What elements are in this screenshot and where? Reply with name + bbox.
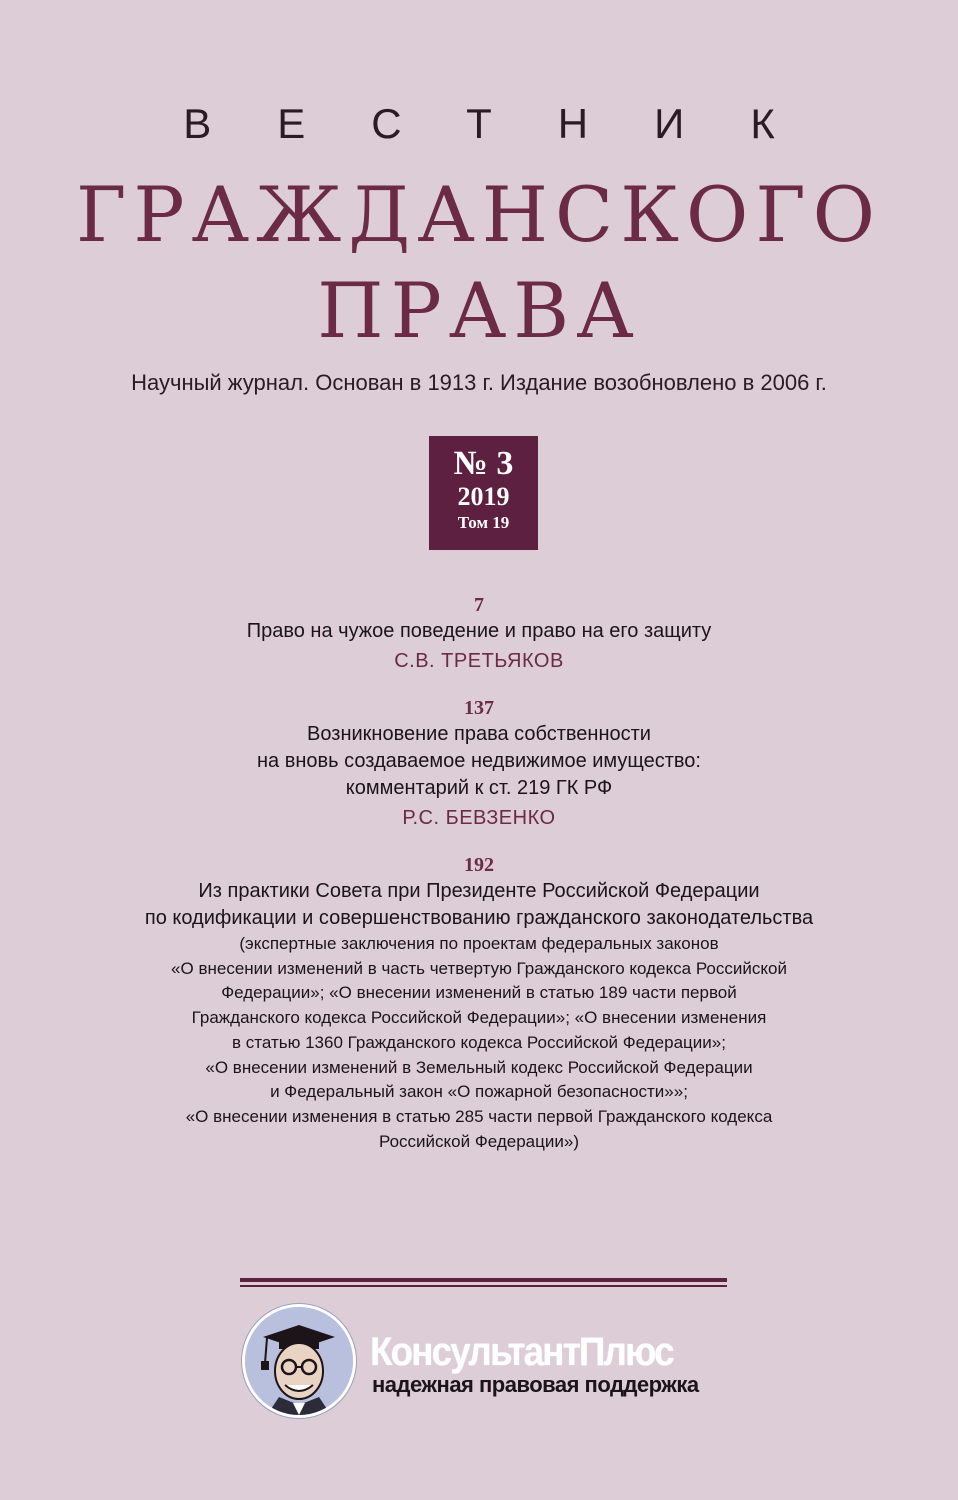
issue-year: 2019 bbox=[457, 482, 510, 511]
journal-title-line-1: ГРАЖДАНСКОГО bbox=[76, 170, 882, 259]
article-title: Право на чужое поведение и право на его защиту bbox=[246, 620, 712, 642]
sponsor-tagline: надежная правовая поддержка bbox=[372, 1372, 699, 1397]
issue-volume: Том 19 bbox=[457, 513, 510, 532]
journal-subtitle: Научный журнал. Основан в 1913 г. Издание возобновлено в 2006 г. bbox=[131, 370, 827, 395]
masthead: ВЕСТНИК bbox=[183, 100, 841, 147]
article-entry bbox=[0, 592, 958, 677]
article-note: (экспертные заключения по проектам федеральных законов «О внесении изменений в часть четвертую Гражданского кодекса Российской Федерации»; «О внесении изменений в статью 189 части первой Гражданского кодекса Российской Федерации»; «О внесении изменения в статью 1360 Гражданского кодекса Российской Федерации»; «О внесении изменений в Земельный кодекс Российской Федерации и Федеральный закон «О пожарной безопасности»»; «О внесении изменения в статью 285 части первой Гражданского кодекса Российской Федерации») bbox=[171, 934, 787, 1151]
article-title: Возникновение права собственности на вновь создаваемое недвижимое имущество: комментарий к ст. 219 ГК РФ bbox=[256, 723, 701, 799]
divider-line bbox=[240, 1278, 727, 1282]
issue-number: № 3 bbox=[453, 445, 514, 482]
journal-title-line-2: ПРАВА bbox=[317, 266, 641, 355]
article-page-number: 192 bbox=[464, 854, 494, 876]
article-author: Р.С. БЕВЗЕНКО bbox=[402, 807, 556, 829]
article-entry bbox=[0, 852, 958, 1154]
sponsor-name: КонсультантПлюс bbox=[370, 1330, 673, 1374]
professor-mascot-icon bbox=[242, 1304, 356, 1418]
issue-badge bbox=[429, 436, 538, 550]
table-of-contents bbox=[0, 592, 958, 1172]
article-author: С.В. ТРЕТЬЯКОВ bbox=[394, 650, 564, 672]
article-entry bbox=[0, 695, 958, 834]
divider-line bbox=[240, 1285, 727, 1287]
article-page-number: 137 bbox=[464, 697, 494, 719]
article-page-number: 7 bbox=[474, 594, 484, 616]
article-title: Из практики Совета при Президенте Российской Федерации по кодификации и совершенствованию гражданского законодательства bbox=[144, 880, 814, 929]
